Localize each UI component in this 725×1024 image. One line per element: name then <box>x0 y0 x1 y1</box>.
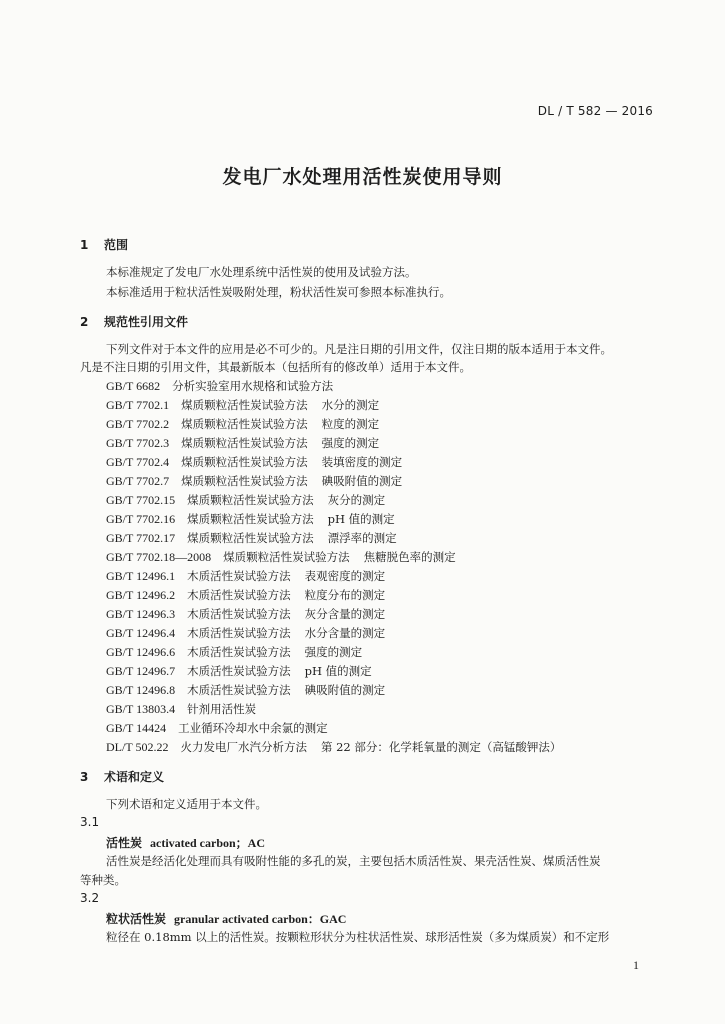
reference-code: GB/T 12496.2 <box>106 588 176 602</box>
reference-item <box>106 492 385 508</box>
section-number: 3 <box>80 770 89 784</box>
term-chinese: 粒状活性炭 <box>106 912 167 926</box>
reference-code: GB/T 14424 <box>106 721 167 735</box>
reference-item <box>106 378 333 394</box>
reference-code: GB/T 12496.6 <box>106 645 176 659</box>
reference-code: GB/T 7702.15 <box>106 493 176 507</box>
section-2-intro: 下列文件对于本文件的应用是必不可少的。凡是注日期的引用文件，仅注日期的版本适用于本文件。 <box>106 342 612 356</box>
reference-item <box>106 587 385 603</box>
reference-title: 煤质颗粒活性炭试验方法 <box>181 474 308 488</box>
reference-title: 木质活性炭试验方法 <box>187 569 291 583</box>
term-english: granular activated carbon：GAC <box>174 912 347 926</box>
reference-code: DL/T 502.22 <box>106 740 169 754</box>
reference-item <box>106 682 385 698</box>
section-title: 规范性引用文件 <box>104 315 189 329</box>
section-1-paragraph: 本标准适用于粒状活性炭吸附处理，粉状活性炭可参照本标准执行。 <box>106 285 451 299</box>
reference-title: 煤质颗粒活性炭试验方法 <box>223 550 350 564</box>
section-title: 范围 <box>104 238 129 252</box>
term-heading <box>106 834 265 851</box>
reference-title: 分析实验室用水规格和试验方法 <box>172 379 334 393</box>
page-number: 1 <box>633 958 639 972</box>
reference-title: 木质活性炭试验方法 <box>187 607 291 621</box>
reference-title: 木质活性炭试验方法 <box>187 626 291 640</box>
term-definition: 粒径在 0.18mm 以上的活性炭。按颗粒形状分为柱状活性炭、球形活性炭（多为煤质炭）和不定形 <box>106 930 610 944</box>
reference-title: 煤质颗粒活性炭试验方法 <box>187 493 314 507</box>
reference-item <box>106 435 379 451</box>
reference-subtitle: pH 值的测定 <box>304 664 372 678</box>
reference-title: 木质活性炭试验方法 <box>187 645 291 659</box>
reference-item <box>106 568 385 584</box>
reference-item <box>106 416 379 432</box>
term-definition-continued: 等种类。 <box>80 873 126 887</box>
reference-code: GB/T 12496.3 <box>106 607 176 621</box>
reference-code: GB/T 6682 <box>106 379 161 393</box>
section-title: 术语和定义 <box>104 770 165 784</box>
reference-code: GB/T 7702.16 <box>106 512 176 526</box>
reference-subtitle: 第 22 部分：化学耗氧量的测定（高锰酸钾法） <box>320 740 562 754</box>
clause-number: 3.2 <box>80 891 100 905</box>
reference-code: GB/T 7702.3 <box>106 436 170 450</box>
term-definition: 活性炭是经活化处理而具有吸附性能的多孔的炭，主要包括木质活性炭、果壳活性炭、煤质活性炭 <box>106 854 601 868</box>
reference-subtitle: 水分的测定 <box>321 398 380 412</box>
reference-code: GB/T 13803.4 <box>106 702 176 716</box>
reference-code: GB/T 7702.18—2008 <box>106 550 212 564</box>
reference-item <box>106 739 561 755</box>
reference-subtitle: 灰分的测定 <box>327 493 386 507</box>
term-heading <box>106 910 346 927</box>
reference-subtitle: 强度的测定 <box>304 645 363 659</box>
reference-title: 木质活性炭试验方法 <box>187 664 291 678</box>
reference-item <box>106 454 402 470</box>
reference-code: GB/T 12496.1 <box>106 569 176 583</box>
section-3-heading <box>80 768 164 785</box>
reference-subtitle: 灰分含量的测定 <box>304 607 386 621</box>
reference-item <box>106 511 395 527</box>
reference-code: GB/T 12496.4 <box>106 626 176 640</box>
reference-code: GB/T 7702.4 <box>106 455 170 469</box>
reference-subtitle: 碘吸附值的测定 <box>304 683 386 697</box>
reference-title: 煤质颗粒活性炭试验方法 <box>181 398 308 412</box>
reference-code: GB/T 12496.8 <box>106 683 176 697</box>
section-1-heading <box>80 236 128 253</box>
reference-subtitle: 表观密度的测定 <box>304 569 386 583</box>
reference-code: GB/T 7702.17 <box>106 531 176 545</box>
reference-title: 工业循环冷却水中余氯的测定 <box>178 721 328 735</box>
reference-title: 煤质颗粒活性炭试验方法 <box>187 512 314 526</box>
reference-item <box>106 530 397 546</box>
section-1-paragraph: 本标准规定了发电厂水处理系统中活性炭的使用及试验方法。 <box>106 265 417 279</box>
section-2-heading <box>80 313 188 330</box>
clause-number: 3.1 <box>80 815 100 829</box>
reference-title: 煤质颗粒活性炭试验方法 <box>187 531 314 545</box>
standard-code: DL / T 582 — 2016 <box>537 104 653 118</box>
reference-item <box>106 663 372 679</box>
term-english: activated carbon；AC <box>150 836 266 850</box>
reference-title: 煤质颗粒活性炭试验方法 <box>181 455 308 469</box>
reference-item <box>106 701 256 717</box>
reference-item <box>106 473 402 489</box>
reference-subtitle: 粒度的测定 <box>321 417 380 431</box>
reference-item <box>106 397 379 413</box>
reference-subtitle: 强度的测定 <box>321 436 380 450</box>
section-3-intro: 下列术语和定义适用于本文件。 <box>106 797 267 811</box>
reference-title: 木质活性炭试验方法 <box>187 588 291 602</box>
reference-subtitle: 水分含量的测定 <box>304 626 386 640</box>
section-number: 2 <box>80 315 89 329</box>
reference-code: GB/T 12496.7 <box>106 664 176 678</box>
reference-title: 火力发电厂水汽分析方法 <box>180 740 307 754</box>
document-title: 发电厂水处理用活性炭使用导则 <box>222 166 503 188</box>
section-number: 1 <box>80 238 89 252</box>
reference-subtitle: 粒度分布的测定 <box>304 588 386 602</box>
reference-subtitle: 装填密度的测定 <box>321 455 403 469</box>
reference-item <box>106 625 385 641</box>
reference-subtitle: 焦糖脱色率的测定 <box>363 550 456 564</box>
reference-subtitle: 漂浮率的测定 <box>327 531 397 545</box>
reference-title: 针剂用活性炭 <box>187 702 257 716</box>
reference-title: 煤质颗粒活性炭试验方法 <box>181 417 308 431</box>
reference-item <box>106 549 456 565</box>
reference-subtitle: 碘吸附值的测定 <box>321 474 403 488</box>
reference-code: GB/T 7702.7 <box>106 474 170 488</box>
reference-item <box>106 720 328 736</box>
reference-code: GB/T 7702.2 <box>106 417 170 431</box>
reference-item <box>106 606 385 622</box>
section-2-intro-continued: 凡是不注日期的引用文件，其最新版本（包括所有的修改单）适用于本文件。 <box>80 360 471 374</box>
reference-code: GB/T 7702.1 <box>106 398 170 412</box>
term-chinese: 活性炭 <box>106 836 143 850</box>
reference-subtitle: pH 值的测定 <box>327 512 395 526</box>
reference-title: 煤质颗粒活性炭试验方法 <box>181 436 308 450</box>
reference-item <box>106 644 362 660</box>
reference-title: 木质活性炭试验方法 <box>187 683 291 697</box>
